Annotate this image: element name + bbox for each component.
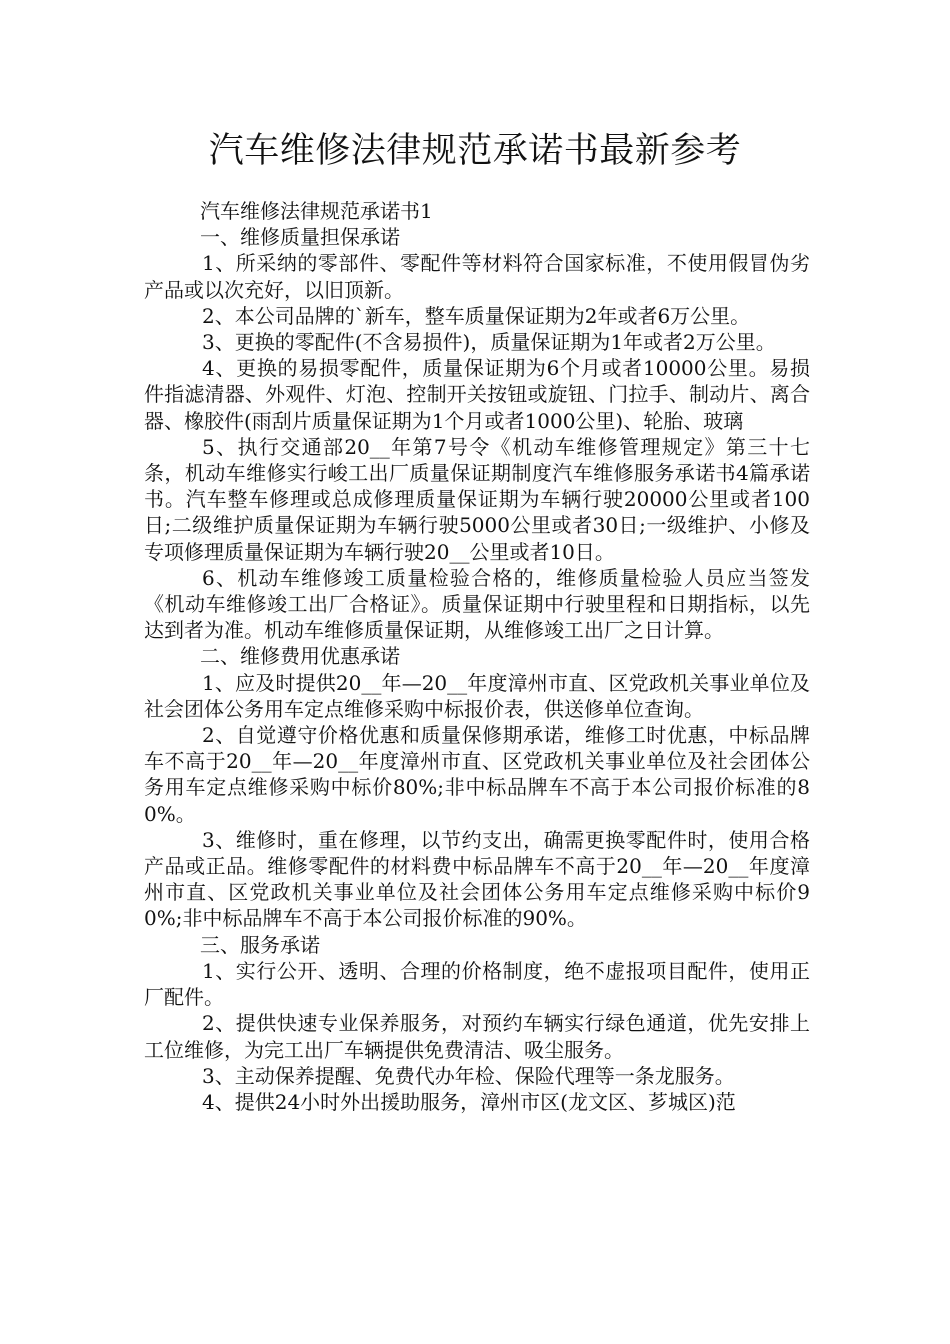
document-subtitle: 汽车维修法律规范承诺书1: [200, 199, 433, 223]
quality-item-6: 6、机动车维修竣工质量检验合格的，维修质量检验人员应当签发《机动车维修竣工出厂合格证》。质量保证期中行驶里程和日期指标，以先达到者为准。机动车维修质量保证期，从维修竣工出厂之日计算。: [144, 565, 810, 643]
section-heading-fees: 二、维修费用优惠承诺: [200, 644, 400, 669]
document-title: 汽车维修法律规范承诺书最新参考: [208, 131, 742, 171]
section-heading-service: 三、服务承诺: [200, 932, 320, 957]
quality-item-3: 3、更换的零配件(不含易损件)，质量保证期为1年或者2万公里。: [202, 330, 776, 355]
service-item-3: 3、主动保养提醒、免费代办年检、保险代理等一条龙服务。: [202, 1063, 735, 1088]
quality-item-5: 5、执行交通部20__年第7号令《机动车维修管理规定》第三十七条，机动车维修实行峻工出厂质量保证期制度汽车维修服务承诺书4篇承诺书。汽车整车修理或总成修理质量保证期为车辆行驶20000公里或者100日;二级维护质量保证期为车辆行驶5000公里或者30日;一级维护、小修及专项修理质量保证期为车辆行驶20__公里或者10日。: [144, 434, 810, 564]
fees-item-2: 2、自觉遵守价格优惠和质量保修期承诺，维修工时优惠，中标品牌车不高于20__年—20__年度漳州市直、区党政机关事业单位及社会团体公务用车定点维修采购中标价80%;非中标品牌车不高于本公司报价标准的80%。: [144, 723, 810, 826]
document-body: [144, 198, 810, 1115]
fees-item-1: 1、应及时提供20__年—20__年度漳州市直、区党政机关事业单位及社会团体公务用车定点维修采购中标报价表，供送修单位查询。: [144, 670, 810, 721]
service-item-2: 2、提供快速专业保养服务，对预约车辆实行绿色通道，优先安排上工位维修，为完工出厂车辆提供免费清洁、吸尘服务。: [144, 1011, 810, 1062]
fees-item-3: 3、维修时，重在修理，以节约支出，确需更换零配件时，使用合格产品或正品。维修零配件的材料费中标品牌车不高于20__年—20__年度漳州市直、区党政机关事业单位及社会团体公务用车定点维修采购中标价90%;非中标品牌车不高于本公司报价标准的90%。: [144, 827, 810, 931]
quality-item-1: 1、所采纳的零部件、零配件等材料符合国家标准，不使用假冒伪劣产品或以次充好，以旧顶新。: [144, 251, 810, 302]
quality-item-4: 4、更换的易损零配件，质量保证期为6个月或者10000公里。易损件指滤清器、外观件、灯泡、控制开关按钮或旋钮、门拉手、制动片、离合器、橡胶件(雨刮片质量保证期为1个月或者1000公里)、轮胎、玻璃: [144, 356, 810, 433]
section-heading-quality: 一、维修质量担保承诺: [200, 225, 400, 250]
quality-item-2: 2、本公司品牌的`新车，整车质量保证期为2年或者6万公里。: [202, 303, 751, 328]
service-item-4: 4、提供24小时外出援助服务，漳州市区(龙文区、芗城区)范: [202, 1089, 736, 1114]
service-item-1: 1、实行公开、透明、合理的价格制度，绝不虚报项目配件，使用正厂配件。: [144, 958, 810, 1010]
